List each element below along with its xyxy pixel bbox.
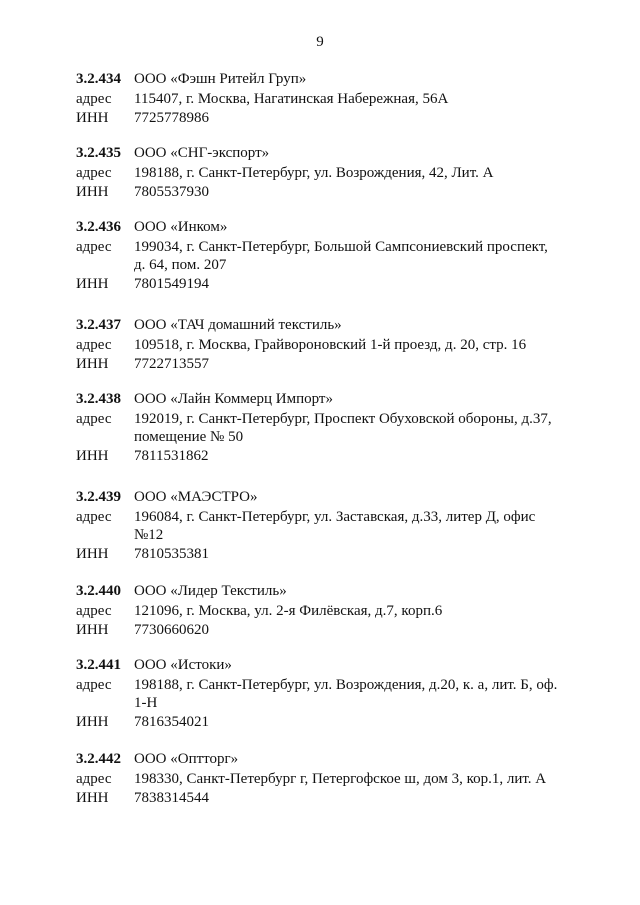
address-label: адрес	[76, 337, 112, 353]
inn-label: ИНН	[76, 790, 109, 806]
inn-value: 7801549194	[134, 276, 209, 292]
registry-entry	[76, 390, 596, 465]
address-label: адрес	[76, 677, 112, 693]
registry-entry	[76, 750, 596, 807]
inn-label: ИНН	[76, 546, 109, 562]
registry-entry	[76, 488, 596, 563]
company-name: ООО «Истоки»	[134, 657, 232, 673]
registry-entry	[76, 144, 596, 201]
address-value: 198188, г. Санкт-Петербург, ул. Возрождения, д.20, к. а, лит. Б, оф. 1-Н	[134, 677, 558, 711]
inn-value: 7838314544	[134, 790, 209, 806]
inn-label: ИНН	[76, 110, 109, 126]
registry-entry	[76, 218, 596, 293]
inn-label: ИНН	[76, 622, 109, 638]
address-label: адрес	[76, 509, 112, 525]
company-name: ООО «Лидер Текстиль»	[134, 583, 287, 599]
inn-label: ИНН	[76, 714, 109, 730]
company-name: ООО «Инком»	[134, 219, 228, 235]
inn-value: 7725778986	[134, 110, 209, 126]
address-value: 199034, г. Санкт-Петербург, Большой Сампсониевский проспект, д. 64, пом. 207	[134, 239, 548, 273]
address-label: адрес	[76, 603, 112, 619]
inn-label: ИНН	[76, 448, 109, 464]
entry-number: 3.2.437	[76, 317, 121, 333]
company-name: ООО «Лайн Коммерц Импорт»	[134, 391, 333, 407]
registry-entry	[76, 656, 596, 731]
page-number: 9	[316, 34, 324, 50]
entry-number: 3.2.435	[76, 145, 121, 161]
registry-entry	[76, 70, 596, 127]
inn-label: ИНН	[76, 356, 109, 372]
inn-label: ИНН	[76, 276, 109, 292]
company-name: ООО «Оптторг»	[134, 751, 239, 767]
company-name: ООО «МАЭСТРО»	[134, 489, 258, 505]
entry-number: 3.2.438	[76, 391, 121, 407]
address-value: 196084, г. Санкт-Петербург, ул. Заставская, д.33, литер Д, офис №12	[134, 509, 536, 543]
registry-entry	[76, 316, 596, 373]
registry-entry	[76, 582, 596, 639]
entry-number: 3.2.439	[76, 489, 121, 505]
address-label: адрес	[76, 239, 112, 255]
company-name: ООО «СНГ-экспорт»	[134, 145, 270, 161]
inn-label: ИНН	[76, 184, 109, 200]
company-name: ООО «ТАЧ домашний текстиль»	[134, 317, 342, 333]
address-value: 121096, г. Москва, ул. 2-я Филёвская, д.7, корп.6	[134, 603, 443, 619]
address-value: 198330, Санкт-Петербург г, Петергофское ш, дом 3, кор.1, лит. А	[134, 771, 547, 787]
address-value: 198188, г. Санкт-Петербург, ул. Возрождения, 42, Лит. А	[134, 165, 494, 181]
address-label: адрес	[76, 91, 112, 107]
address-value: 109518, г. Москва, Грайвороновский 1-й проезд, д. 20, стр. 16	[134, 337, 527, 353]
company-name: ООО «Фэшн Ритейл Груп»	[134, 71, 307, 87]
inn-value: 7811531862	[134, 448, 209, 464]
entry-number: 3.2.442	[76, 751, 121, 767]
address-label: адрес	[76, 165, 112, 181]
address-label: адрес	[76, 771, 112, 787]
inn-value: 7805537930	[134, 184, 209, 200]
entry-number: 3.2.436	[76, 219, 121, 235]
inn-value: 7730660620	[134, 622, 209, 638]
entry-number: 3.2.440	[76, 583, 121, 599]
inn-value: 7722713557	[134, 356, 209, 372]
entry-number: 3.2.441	[76, 657, 121, 673]
address-label: адрес	[76, 411, 112, 427]
inn-value: 7810535381	[134, 546, 209, 562]
address-value: 115407, г. Москва, Нагатинская Набережная, 56А	[134, 91, 449, 107]
entry-number: 3.2.434	[76, 71, 121, 87]
inn-value: 7816354021	[134, 714, 209, 730]
address-value: 192019, г. Санкт-Петербург, Проспект Обуховской обороны, д.37, помещение № 50	[134, 411, 552, 445]
